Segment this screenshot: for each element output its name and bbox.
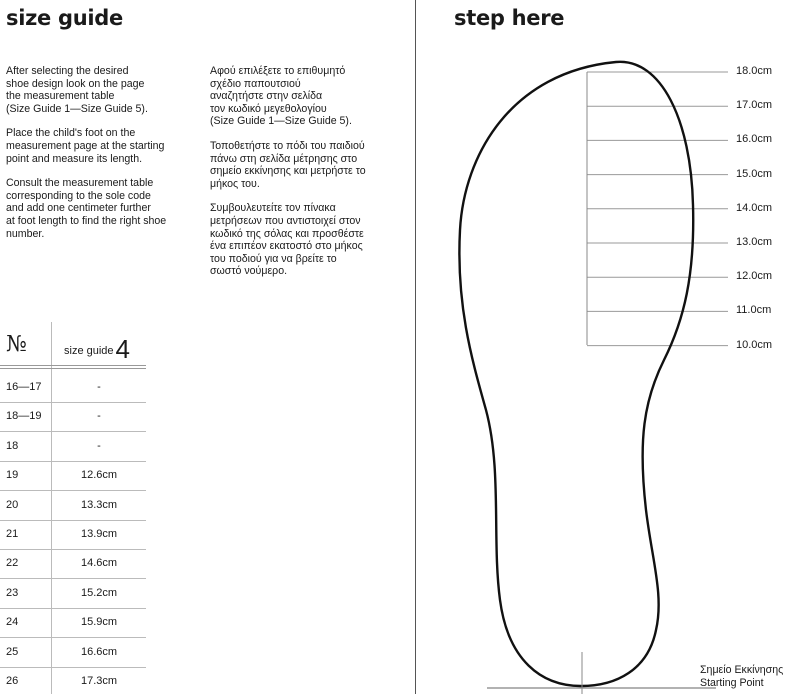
scale-label: 16.0cm [736,133,773,146]
step-here-title: step here [454,6,565,30]
instruction-en-3: Consult the measurement table corresponding to the sole code and add one centimeter further at foot length to find the right shoe number. [6,177,167,240]
table-row-size: 16—17 [6,381,42,393]
table-row-size: 25 [6,645,19,658]
starting-point-english: Starting Point [700,676,764,689]
table-row-size: 24 [6,616,19,629]
table-row-divider [0,431,146,432]
table-row-size: 20 [6,498,19,511]
table-row-divider [0,637,146,638]
table-row-size: 21 [6,528,19,540]
scale-label: 17.0cm [736,99,773,112]
table-row-value: 12.6cm [80,469,118,482]
table-row-value: 17.3cm [80,675,118,687]
table-row-divider [0,461,146,462]
table-row-value: - [97,410,101,423]
table-row-value: 13.9cm [80,528,118,540]
scale-label: 12.0cm [736,270,773,283]
table-row-divider [0,667,146,668]
size-table [0,318,150,694]
table-header-number: № [6,332,27,357]
table-row-value: 13.3cm [80,498,118,511]
table-row-divider [0,608,146,609]
starting-point-greek: Σημείο Εκκίνησης [700,664,784,676]
foot-outline-icon [459,62,693,686]
table-row-value: 14.6cm [80,557,118,570]
starting-point-label [700,664,783,689]
instructions-english [6,65,201,252]
scale-label: 11.0cm [736,304,772,317]
table-header-guide-label: size guide [64,345,114,357]
table-row-divider [0,402,146,403]
table-row-value: 16.6cm [80,645,118,658]
table-row-value: 15.2cm [80,586,118,599]
scale-lines [587,72,728,346]
table-row-divider [0,578,146,579]
page-title: size guide [6,6,123,30]
table-row-divider [0,490,146,491]
table-row-size: 26 [6,675,19,687]
table-row-size: 23 [6,586,19,599]
scale-label: 13.0cm [736,236,773,248]
table-row-divider [0,520,146,521]
table-header-guide-number: 4 [115,334,131,364]
table-row-value: 15.9cm [80,616,118,629]
table-header-rule [0,365,146,366]
instruction-en-2: Place the child's foot on the measurement page at the starting point and measure its length. [6,127,165,165]
scale-label: 18.0cm [736,65,773,77]
scale-label: 14.0cm [736,201,773,214]
instructions-greek [210,65,410,290]
table-row-size: 19 [6,469,19,482]
instruction-el-2: Τοποθετήστε το πόδι του παιδιού πάνω στη σελίδα μέτρησης στο σημείο εκκίνησης και μετρήστε το μήκος του. [210,139,366,190]
table-row-divider [0,549,146,550]
scale-label: 10.0cm [736,338,773,351]
table-header-guide [64,334,130,365]
scale-label: 15.0cm [736,167,773,180]
instruction-en-1: After selecting the desired shoe design look on the page the measurement table (Size Guide 1—Size Guide 5). [6,65,148,115]
table-row-size: 18 [6,439,19,452]
instruction-el-3: Συμβουλευτείτε τον πίνακα μετρήσεων που αντιστοιχεί στον κωδικό της σόλας και προσθέστε ένα επιπέον εκατοστό στο μήκος του ποδιού για να βρείτε το σωστό νούμερο. [210,202,364,278]
instruction-el-1: Αφού επιλέξετε το επιθυμητό σχέδιο παπουτσιού αναζητήστε στην σελίδα τον κωδικό μεγεθολογίου (Size Guide 1—Size Guide 5). [210,65,352,128]
table-row-size: 22 [6,557,19,570]
table-row-size: 18—19 [6,410,42,423]
table-header-rule-2 [0,368,146,369]
table-row-value: - [97,381,101,393]
table-row-value: - [97,439,101,452]
